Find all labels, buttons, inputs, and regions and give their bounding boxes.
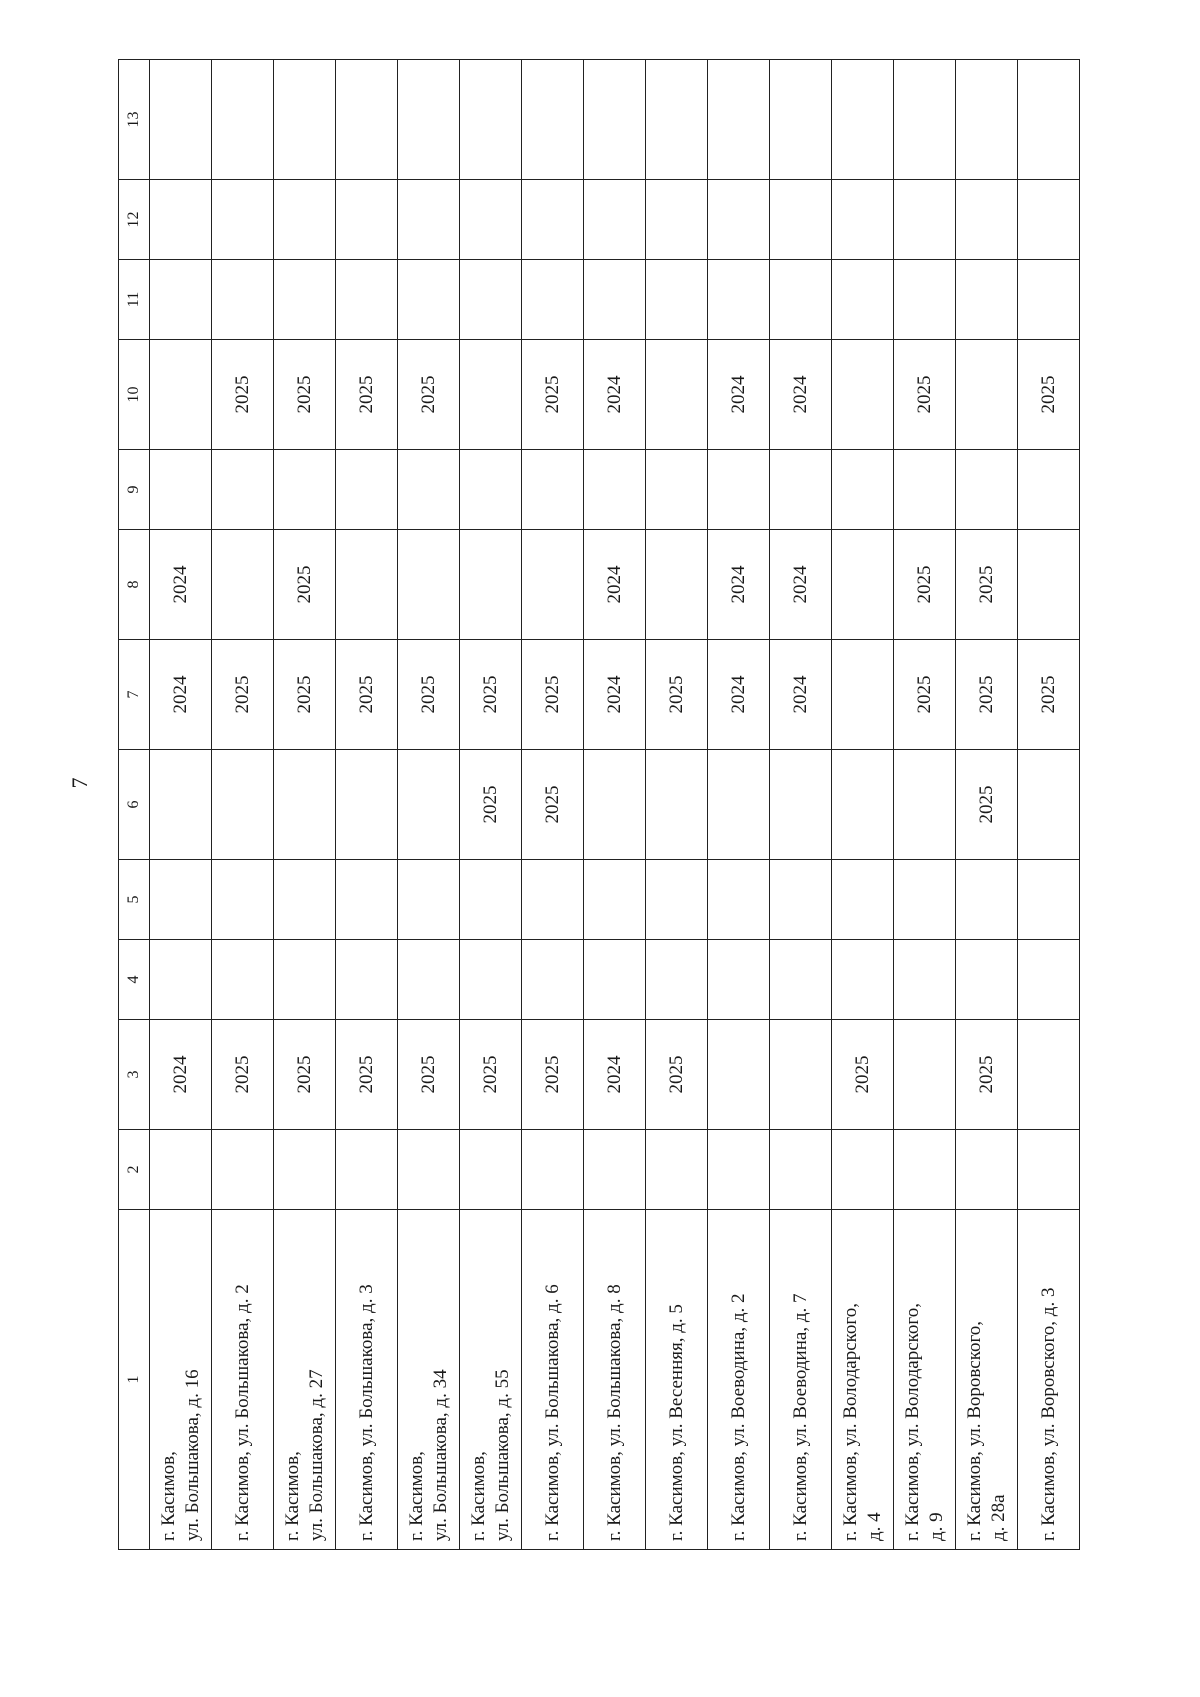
year-cell-col-11	[522, 260, 584, 340]
year-cell-col-5	[336, 860, 398, 940]
year-cell-col-3: 2025	[274, 1020, 336, 1130]
year-cell-col-6	[832, 750, 894, 860]
year-cell-col-5	[460, 860, 522, 940]
table-row	[956, 60, 1018, 1550]
year-cell-col-12	[894, 180, 956, 260]
year-cell-col-5	[646, 860, 708, 940]
year-cell-col-13	[336, 60, 398, 180]
year-cell-col-9	[708, 450, 770, 530]
address-cell: г. Касимов, ул. Воеводина, д. 7	[770, 1210, 832, 1550]
year-cell-col-11	[212, 260, 274, 340]
year-cell-col-8	[522, 530, 584, 640]
year-cell-col-12	[1018, 180, 1080, 260]
year-cell-col-10: 2024	[584, 340, 646, 450]
address-cell: г. Касимов, ул. Большакова, д. 2	[212, 1210, 274, 1550]
year-cell-col-6	[274, 750, 336, 860]
year-cell-col-4	[212, 940, 274, 1020]
year-cell-col-12	[646, 180, 708, 260]
year-cell-col-10: 2025	[212, 340, 274, 450]
year-cell-col-12	[522, 180, 584, 260]
year-cell-col-3: 2025	[646, 1020, 708, 1130]
year-cell-col-7: 2024	[708, 640, 770, 750]
year-cell-col-10	[832, 340, 894, 450]
year-cell-col-4	[398, 940, 460, 1020]
year-cell-col-5	[956, 860, 1018, 940]
year-cell-col-5	[212, 860, 274, 940]
year-cell-col-4	[1018, 940, 1080, 1020]
column-header-9: 9	[119, 450, 150, 530]
address-cell: г. Касимов, ул. Воеводина, д. 2	[708, 1210, 770, 1550]
year-cell-col-13	[956, 60, 1018, 180]
year-cell-col-10: 2025	[1018, 340, 1080, 450]
year-cell-col-10: 2025	[336, 340, 398, 450]
year-cell-col-4	[460, 940, 522, 1020]
year-cell-col-13	[150, 60, 212, 180]
year-cell-col-6	[770, 750, 832, 860]
year-cell-col-7: 2025	[894, 640, 956, 750]
year-cell-col-5	[150, 860, 212, 940]
year-cell-col-6: 2025	[522, 750, 584, 860]
year-cell-col-9	[274, 450, 336, 530]
year-cell-col-13	[708, 60, 770, 180]
address-cell: г. Касимов, ул. Большакова, д. 16	[150, 1210, 212, 1550]
table-row	[336, 60, 398, 1550]
year-cell-col-11	[460, 260, 522, 340]
year-cell-col-13	[832, 60, 894, 180]
year-cell-col-13	[1018, 60, 1080, 180]
year-cell-col-13	[460, 60, 522, 180]
year-cell-col-10: 2024	[708, 340, 770, 450]
column-header-3: 3	[119, 1020, 150, 1130]
year-cell-col-2	[212, 1130, 274, 1210]
year-cell-col-7: 2024	[584, 640, 646, 750]
year-cell-col-2	[894, 1130, 956, 1210]
table-row	[274, 60, 336, 1550]
year-cell-col-8	[1018, 530, 1080, 640]
year-cell-col-3: 2025	[460, 1020, 522, 1130]
year-cell-col-4	[646, 940, 708, 1020]
table-row	[584, 60, 646, 1550]
year-cell-col-2	[274, 1130, 336, 1210]
address-cell: г. Касимов, ул. Большакова, д. 34	[398, 1210, 460, 1550]
year-cell-col-12	[336, 180, 398, 260]
year-cell-col-11	[398, 260, 460, 340]
year-cell-col-11	[274, 260, 336, 340]
year-cell-col-2	[522, 1130, 584, 1210]
year-cell-col-3: 2024	[584, 1020, 646, 1130]
year-cell-col-3: 2025	[398, 1020, 460, 1130]
year-cell-col-3	[1018, 1020, 1080, 1130]
year-cell-col-2	[708, 1130, 770, 1210]
year-cell-col-13	[584, 60, 646, 180]
year-cell-col-7: 2024	[770, 640, 832, 750]
year-cell-col-3: 2025	[336, 1020, 398, 1130]
year-cell-col-11	[708, 260, 770, 340]
table-row	[150, 60, 212, 1550]
year-cell-col-4	[336, 940, 398, 1020]
year-cell-col-10	[150, 340, 212, 450]
year-cell-col-8: 2025	[894, 530, 956, 640]
column-header-12: 12	[119, 180, 150, 260]
year-cell-col-9	[956, 450, 1018, 530]
year-cell-col-5	[522, 860, 584, 940]
address-cell: г. Касимов, ул. Володарского, д. 4	[832, 1210, 894, 1550]
year-cell-col-12	[460, 180, 522, 260]
address-cell: г. Касимов, ул. Большакова, д. 6	[522, 1210, 584, 1550]
year-cell-col-4	[584, 940, 646, 1020]
schedule-table-rotated	[118, 60, 1078, 1550]
year-cell-col-5	[832, 860, 894, 940]
address-cell: г. Касимов, ул. Большакова, д. 8	[584, 1210, 646, 1550]
year-cell-col-7: 2025	[522, 640, 584, 750]
year-cell-col-2	[398, 1130, 460, 1210]
year-cell-col-6	[336, 750, 398, 860]
year-cell-col-9	[460, 450, 522, 530]
year-cell-col-7: 2025	[460, 640, 522, 750]
year-cell-col-9	[212, 450, 274, 530]
year-cell-col-12	[956, 180, 1018, 260]
year-cell-col-8	[212, 530, 274, 640]
year-cell-col-8: 2024	[770, 530, 832, 640]
table-row	[212, 60, 274, 1550]
year-cell-col-8: 2025	[956, 530, 1018, 640]
year-cell-col-2	[770, 1130, 832, 1210]
year-cell-col-3: 2025	[832, 1020, 894, 1130]
year-cell-col-2	[1018, 1130, 1080, 1210]
year-cell-col-13	[770, 60, 832, 180]
year-cell-col-6: 2025	[956, 750, 1018, 860]
year-cell-col-11	[770, 260, 832, 340]
year-cell-col-6: 2025	[460, 750, 522, 860]
year-cell-col-9	[336, 450, 398, 530]
year-cell-col-5	[1018, 860, 1080, 940]
year-cell-col-4	[770, 940, 832, 1020]
year-cell-col-13	[212, 60, 274, 180]
column-header-5: 5	[119, 860, 150, 940]
year-cell-col-11	[150, 260, 212, 340]
year-cell-col-12	[832, 180, 894, 260]
year-cell-col-13	[894, 60, 956, 180]
year-cell-col-3: 2024	[150, 1020, 212, 1130]
year-cell-col-5	[584, 860, 646, 940]
address-cell: г. Касимов, ул. Весенняя, д. 5	[646, 1210, 708, 1550]
year-cell-col-6	[646, 750, 708, 860]
year-cell-col-8	[832, 530, 894, 640]
year-cell-col-11	[894, 260, 956, 340]
year-cell-col-4	[522, 940, 584, 1020]
year-cell-col-4	[708, 940, 770, 1020]
year-cell-col-7: 2025	[398, 640, 460, 750]
year-cell-col-5	[708, 860, 770, 940]
year-cell-col-9	[832, 450, 894, 530]
year-cell-col-2	[460, 1130, 522, 1210]
year-cell-col-5	[398, 860, 460, 940]
year-cell-col-12	[274, 180, 336, 260]
year-cell-col-10	[956, 340, 1018, 450]
column-header-11: 11	[119, 260, 150, 340]
year-cell-col-10: 2025	[522, 340, 584, 450]
year-cell-col-11	[646, 260, 708, 340]
year-cell-col-7	[832, 640, 894, 750]
year-cell-col-12	[770, 180, 832, 260]
year-cell-col-7: 2024	[150, 640, 212, 750]
year-cell-col-13	[398, 60, 460, 180]
year-cell-col-11	[1018, 260, 1080, 340]
year-cell-col-2	[956, 1130, 1018, 1210]
year-cell-col-13	[522, 60, 584, 180]
year-cell-col-3	[894, 1020, 956, 1130]
year-cell-col-2	[336, 1130, 398, 1210]
year-cell-col-6	[1018, 750, 1080, 860]
year-cell-col-8	[646, 530, 708, 640]
year-cell-col-7: 2025	[336, 640, 398, 750]
year-cell-col-4	[150, 940, 212, 1020]
year-cell-col-3: 2025	[522, 1020, 584, 1130]
header-row	[119, 60, 150, 1550]
year-cell-col-4	[274, 940, 336, 1020]
column-header-10: 10	[119, 340, 150, 450]
address-cell: г. Касимов, ул. Большакова, д. 27	[274, 1210, 336, 1550]
year-cell-col-5	[770, 860, 832, 940]
column-header-1: 1	[119, 1210, 150, 1550]
year-cell-col-3: 2025	[956, 1020, 1018, 1130]
column-header-13: 13	[119, 60, 150, 180]
table-row	[522, 60, 584, 1550]
column-header-7: 7	[119, 640, 150, 750]
year-cell-col-4	[956, 940, 1018, 1020]
column-header-2: 2	[119, 1130, 150, 1210]
year-cell-col-8: 2024	[150, 530, 212, 640]
year-cell-col-10: 2025	[398, 340, 460, 450]
year-cell-col-9	[770, 450, 832, 530]
year-cell-col-9	[398, 450, 460, 530]
schedule-table	[118, 59, 1080, 1550]
year-cell-col-8: 2024	[584, 530, 646, 640]
year-cell-col-6	[398, 750, 460, 860]
year-cell-col-4	[894, 940, 956, 1020]
address-cell: г. Касимов, ул. Воровского, д. 3	[1018, 1210, 1080, 1550]
address-cell: г. Касимов, ул. Большакова, д. 3	[336, 1210, 398, 1550]
year-cell-col-9	[894, 450, 956, 530]
year-cell-col-12	[212, 180, 274, 260]
year-cell-col-13	[646, 60, 708, 180]
year-cell-col-10	[460, 340, 522, 450]
year-cell-col-7: 2025	[212, 640, 274, 750]
year-cell-col-9	[584, 450, 646, 530]
year-cell-col-12	[398, 180, 460, 260]
year-cell-col-11	[584, 260, 646, 340]
year-cell-col-7: 2025	[646, 640, 708, 750]
year-cell-col-13	[274, 60, 336, 180]
year-cell-col-4	[832, 940, 894, 1020]
year-cell-col-10: 2025	[274, 340, 336, 450]
year-cell-col-9	[150, 450, 212, 530]
address-cell: г. Касимов, ул. Воровского, д. 28а	[956, 1210, 1018, 1550]
year-cell-col-10: 2024	[770, 340, 832, 450]
year-cell-col-8	[398, 530, 460, 640]
year-cell-col-7: 2025	[956, 640, 1018, 750]
table-row	[708, 60, 770, 1550]
year-cell-col-9	[646, 450, 708, 530]
year-cell-col-6	[708, 750, 770, 860]
year-cell-col-12	[150, 180, 212, 260]
year-cell-col-8: 2024	[708, 530, 770, 640]
year-cell-col-8: 2025	[274, 530, 336, 640]
year-cell-col-12	[708, 180, 770, 260]
table-row	[398, 60, 460, 1550]
year-cell-col-2	[150, 1130, 212, 1210]
year-cell-col-11	[336, 260, 398, 340]
year-cell-col-11	[832, 260, 894, 340]
year-cell-col-12	[584, 180, 646, 260]
column-header-4: 4	[119, 940, 150, 1020]
year-cell-col-8	[460, 530, 522, 640]
year-cell-col-6	[150, 750, 212, 860]
address-cell: г. Касимов, ул. Володарского, д. 9	[894, 1210, 956, 1550]
page-number: 7	[67, 777, 92, 789]
year-cell-col-2	[832, 1130, 894, 1210]
year-cell-col-10: 2025	[894, 340, 956, 450]
year-cell-col-5	[274, 860, 336, 940]
year-cell-col-8	[336, 530, 398, 640]
year-cell-col-9	[1018, 450, 1080, 530]
year-cell-col-3	[708, 1020, 770, 1130]
column-header-6: 6	[119, 750, 150, 860]
year-cell-col-6	[894, 750, 956, 860]
table-row	[1018, 60, 1080, 1550]
table-row	[770, 60, 832, 1550]
year-cell-col-6	[212, 750, 274, 860]
table-row	[646, 60, 708, 1550]
year-cell-col-9	[522, 450, 584, 530]
year-cell-col-7: 2025	[274, 640, 336, 750]
column-header-8: 8	[119, 530, 150, 640]
year-cell-col-10	[646, 340, 708, 450]
year-cell-col-3	[770, 1020, 832, 1130]
year-cell-col-6	[584, 750, 646, 860]
table-row	[894, 60, 956, 1550]
table-row	[832, 60, 894, 1550]
year-cell-col-5	[894, 860, 956, 940]
year-cell-col-2	[584, 1130, 646, 1210]
address-cell: г. Касимов, ул. Большакова, д. 55	[460, 1210, 522, 1550]
year-cell-col-3: 2025	[212, 1020, 274, 1130]
year-cell-col-2	[646, 1130, 708, 1210]
year-cell-col-7: 2025	[1018, 640, 1080, 750]
year-cell-col-11	[956, 260, 1018, 340]
table-row	[460, 60, 522, 1550]
